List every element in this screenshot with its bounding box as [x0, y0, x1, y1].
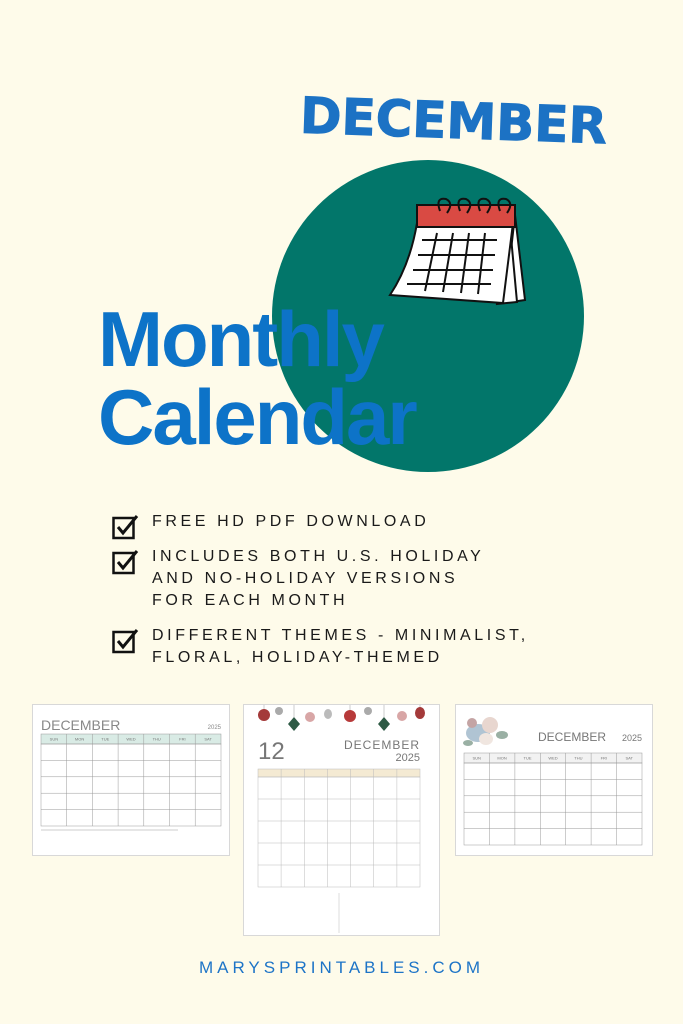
checkbox-checked-icon [112, 548, 140, 576]
page-title [98, 295, 416, 461]
feature-text: FREE HD PDF DOWNLOAD [152, 513, 430, 530]
ornaments-decoration [258, 705, 425, 731]
feature-item [112, 625, 632, 669]
thumb-day-label: SAT [204, 736, 212, 742]
thumb-day-label: WED [548, 755, 558, 761]
header-month: DECEMBER [299, 86, 608, 156]
thumb-day-label: WED [126, 736, 136, 742]
thumb-day-label: MON [497, 755, 507, 761]
thumb-day-label: MON [74, 736, 85, 742]
feature-list [112, 511, 632, 682]
thumb-day-label: TUE [101, 736, 110, 742]
floral-calendar-preview [456, 705, 652, 855]
calendar-icon [385, 195, 530, 310]
thumb-day-label: THU [152, 736, 161, 742]
minimalist-calendar-preview [33, 705, 229, 855]
flower-decoration [463, 717, 508, 746]
thumb-day-label: SAT [625, 755, 633, 761]
thumb-day-label: TUE [523, 755, 532, 761]
thumb-day-label: THU [574, 755, 583, 761]
feature-item [112, 511, 632, 533]
thumb-year: 2025 [621, 733, 642, 743]
thumb-year: 2025 [207, 725, 221, 731]
holiday-calendar-preview [244, 705, 439, 935]
thumbnail-floral [455, 704, 653, 856]
thumb-year: 2025 [395, 752, 420, 764]
thumb-day-label: FRI [179, 736, 186, 742]
thumb-month: DECEMBER [41, 717, 121, 733]
site-url[interactable]: MARYSPRINTABLES.COM [198, 958, 485, 977]
thumb-day-label: SUN [49, 736, 59, 742]
title-line-1: Monthly [98, 295, 383, 383]
title-line-2: Calendar [98, 373, 416, 461]
thumbnail-holiday [243, 704, 440, 936]
thumb-day-label: SUN [472, 755, 481, 761]
thumb-day-label: FRI [600, 755, 608, 761]
checkbox-checked-icon [112, 513, 140, 541]
thumbnail-minimalist [32, 704, 230, 856]
feature-text: INCLUDES BOTH U.S. HOLIDAY AND NO-HOLIDAY VERSIONS FOR EACH MONTH [152, 548, 485, 609]
feature-text: DIFFERENT THEMES - MINIMALIST, FLORAL, HOLIDAY-THEMED [152, 627, 529, 666]
feature-item [112, 546, 632, 612]
checkbox-checked-icon [112, 627, 140, 655]
thumb-month-number: 12 [258, 738, 285, 765]
thumb-month: DECEMBER [343, 738, 420, 752]
thumb-month: DECEMBER [537, 730, 606, 744]
